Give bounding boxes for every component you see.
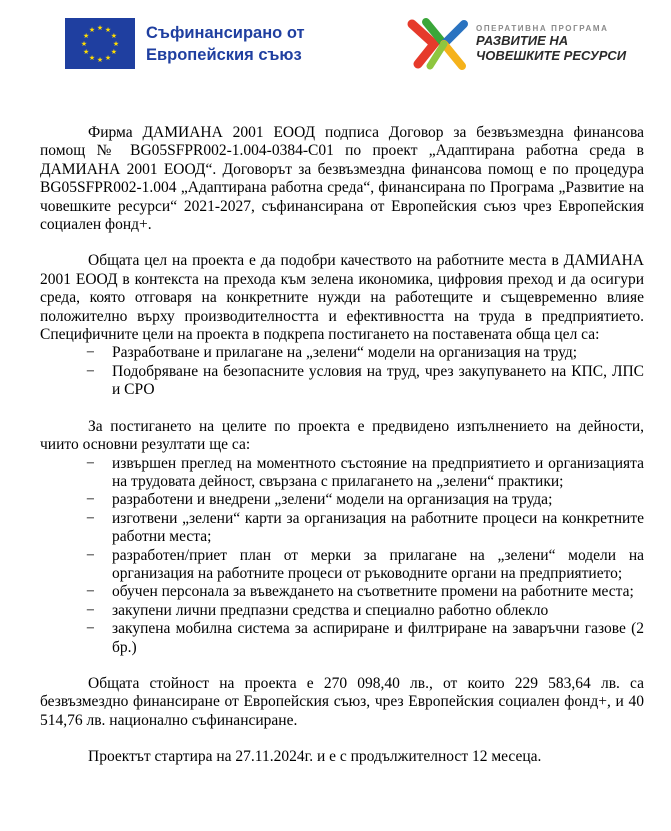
list-item: − извършен преглед на моментното състояние на предприятието и организацията на трудовата дейност, свързана с прилагането на „зелени“ практики;	[40, 455, 644, 492]
paragraph-goal: Общата цел на проекта е да подобри качеството на работните места в ДАМИАНА 2001 ЕООД в контекста на прехода към зелена икономика, цифровия преход и да осигури среда, която отговаря на конкретните нужди на работещите и същевременно влияе положително върху производителността и ефективността на труда в предприятието. Специфичните цели на проекта в подкрепа постигането на поставената обща цел са:	[40, 252, 644, 344]
list-item: − Подобряване на безопасните условия на труд, чрез закупуването на КПС, ЛПС и СРО	[40, 363, 644, 400]
eu-line-1: Съфинансирано от	[146, 24, 305, 42]
eu-star-icon: ★	[80, 40, 88, 48]
eu-star-icon: ★	[88, 26, 96, 35]
list-item: − разработен/приет план от мерки за прилагане на „зелени“ модели на организация на работните процеси от ръководните органи на предприятието;	[40, 547, 644, 584]
page-header	[0, 0, 671, 92]
paragraph-contract: Фирма ДАМИАНА 2001 ЕООД подписа Договор за безвъзмездна финансова помощ № BG05SFPR002-1.004-0384-C01 по проект „Адаптирана работна среда в ДАМИАНА 2001 ЕООД“. Договорът за безвъзмездна финансова помощ е по процедура BG05SFPR002-1.004 „Адаптирана работна среда“, финансирана по Програма „Развитие на човешките ресурси“ 2021-2027, съфинансирана от Европейския съюз чрез Европейския социален фонд+.	[40, 124, 644, 234]
eu-star-icon: ★	[104, 26, 112, 35]
eu-star-icon: ★	[96, 24, 104, 32]
op-line-1: РАЗВИТИЕ НА	[476, 33, 569, 48]
eu-star-icon: ★	[88, 53, 96, 62]
paragraph-results-intro: За постигането на целите по проекта е предвидено изпълнението на дейности, чиито основни резултати ще са:	[40, 417, 644, 454]
eu-star-icon: ★	[110, 32, 117, 40]
eu-star-icon: ★	[104, 53, 112, 62]
results-list	[40, 455, 644, 657]
eu-star-icon: ★	[83, 32, 90, 40]
list-item: − изготвени „зелени“ карти за организация на работните процеси на конкретните работни места;	[40, 510, 644, 547]
list-item: − Разработване и прилагане на „зелени“ модели на организация на труд;	[40, 344, 644, 362]
op-line-2: ЧОВЕШКИТЕ РЕСУРСИ	[476, 48, 627, 63]
list-item: − закупена мобилна система за аспириране и филтриране на заваръчни газове (2 бр.)	[40, 620, 644, 657]
eu-star-icon: ★	[110, 48, 117, 56]
paragraph-budget: Общата стойност на проекта е 270 098,40 лв., от които 229 583,64 лв. са безвъзмездно финансиране от Европейския съюз, чрез Европейския социален фонд+, и 40 514,76 лв. национално съфинансиране.	[40, 674, 644, 729]
eu-star-icon: ★	[96, 56, 104, 64]
op-small-label: ОПЕРАТИВНА ПРОГРАМА	[476, 24, 609, 33]
goals-list	[40, 344, 644, 399]
eu-cofunded-label	[146, 22, 305, 66]
eu-star-icon: ★	[112, 40, 120, 48]
eu-line-2: Европейския съюз	[146, 46, 302, 64]
eu-flag-icon	[65, 18, 135, 69]
list-item: − разработени и внедрени „зелени“ модели на организация на труда;	[40, 491, 644, 509]
paragraph-start-date: Проектът стартира на 27.11.2024г. и е с продължителност 12 месеца.	[88, 748, 542, 766]
op-program-label	[476, 24, 626, 63]
eu-star-icon: ★	[83, 48, 90, 56]
list-item: − закупени лични предпазни средства и специално работно облекло	[40, 602, 644, 620]
list-item: − обучен персонала за въвеждането на съответните промени на работните места;	[40, 583, 644, 601]
op-program-logo-icon	[404, 14, 474, 76]
document-body	[40, 124, 644, 767]
